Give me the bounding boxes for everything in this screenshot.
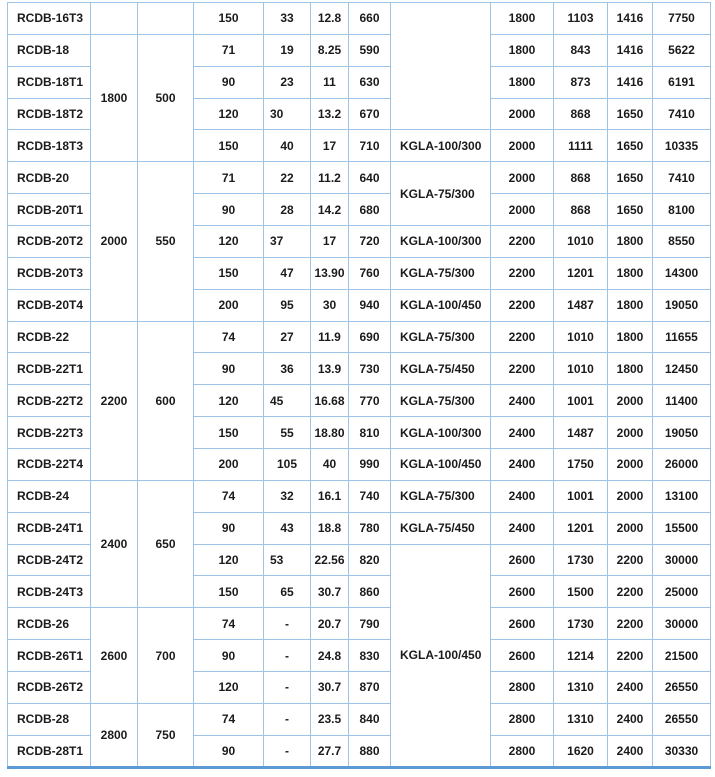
value-cell: 74 (194, 321, 264, 353)
value-cell: 37 (264, 226, 311, 258)
model-cell: RCDB-26T2 (8, 672, 91, 704)
value-cell: 1800 (608, 257, 653, 289)
value-cell: 40 (264, 130, 311, 162)
value-cell: 7410 (653, 162, 711, 194)
value-cell: 670 (349, 98, 391, 130)
value-cell: 1800 (91, 34, 138, 161)
value-cell: 940 (349, 289, 391, 321)
value-cell: 1730 (554, 544, 608, 576)
hoist-model-cell: KGLA-100/450 (391, 289, 491, 321)
value-cell: 2800 (491, 735, 554, 767)
value-cell: 770 (349, 385, 391, 417)
value-cell: 19050 (653, 417, 711, 449)
value-cell: 2000 (608, 480, 653, 512)
value-cell: 810 (349, 417, 391, 449)
value-cell: 720 (349, 226, 391, 258)
value-cell: 2200 (608, 640, 653, 672)
value-cell: 2200 (491, 226, 554, 258)
hoist-model-cell: KGLA-75/450 (391, 353, 491, 385)
hoist-model-cell (391, 3, 491, 130)
value-cell: 150 (194, 417, 264, 449)
value-cell: 2400 (608, 672, 653, 704)
value-cell: 880 (349, 735, 391, 767)
value-cell: 2600 (491, 576, 554, 608)
value-cell: 1001 (554, 385, 608, 417)
value-cell: 1620 (554, 735, 608, 767)
value-cell: 2000 (491, 162, 554, 194)
value-cell: 2000 (491, 194, 554, 226)
value-cell: 590 (349, 34, 391, 66)
value-cell: 55 (264, 417, 311, 449)
value-cell: 1800 (608, 321, 653, 353)
value-cell: - (264, 703, 311, 735)
value-cell: 1310 (554, 703, 608, 735)
value-cell: 150 (194, 130, 264, 162)
model-cell: RCDB-22 (8, 321, 91, 353)
value-cell: 120 (194, 385, 264, 417)
value-cell: 2400 (608, 735, 653, 767)
value-cell: 32 (264, 480, 311, 512)
value-cell (138, 3, 194, 35)
value-cell: 2000 (91, 162, 138, 321)
value-cell: 2200 (491, 257, 554, 289)
hoist-model-cell: KGLA-100/450 (391, 449, 491, 481)
value-cell: 74 (194, 608, 264, 640)
value-cell: 2400 (608, 703, 653, 735)
value-cell: 830 (349, 640, 391, 672)
model-cell: RCDB-24T2 (8, 544, 91, 576)
value-cell: 650 (138, 480, 194, 607)
value-cell (91, 3, 138, 35)
value-cell: 95 (264, 289, 311, 321)
table-row (8, 162, 711, 194)
value-cell: 200 (194, 449, 264, 481)
value-cell: 1201 (554, 257, 608, 289)
value-cell: 11.2 (311, 162, 349, 194)
value-cell: 1010 (554, 353, 608, 385)
value-cell: 2000 (608, 385, 653, 417)
value-cell: 873 (554, 66, 608, 98)
value-cell: 2200 (608, 576, 653, 608)
value-cell: 1500 (554, 576, 608, 608)
value-cell: 710 (349, 130, 391, 162)
model-cell: RCDB-20T3 (8, 257, 91, 289)
value-cell: 22.56 (311, 544, 349, 576)
value-cell: 1730 (554, 608, 608, 640)
value-cell: 33 (264, 3, 311, 35)
value-cell: 74 (194, 703, 264, 735)
model-cell: RCDB-18T3 (8, 130, 91, 162)
value-cell: 15500 (653, 512, 711, 544)
value-cell: 2400 (491, 417, 554, 449)
value-cell: 2200 (491, 321, 554, 353)
value-cell: 13.90 (311, 257, 349, 289)
crane-spec-table (7, 2, 711, 769)
value-cell: 6191 (653, 66, 711, 98)
value-cell: - (264, 672, 311, 704)
value-cell: 2400 (91, 480, 138, 607)
hoist-model-cell: KGLA-75/300 (391, 162, 491, 226)
model-cell: RCDB-26 (8, 608, 91, 640)
value-cell: 2000 (491, 130, 554, 162)
value-cell: 14300 (653, 257, 711, 289)
value-cell: 680 (349, 194, 391, 226)
value-cell: 16.1 (311, 480, 349, 512)
value-cell: 23.5 (311, 703, 349, 735)
value-cell: 45 (264, 385, 311, 417)
value-cell: 71 (194, 34, 264, 66)
value-cell: 1800 (491, 3, 554, 35)
value-cell: 1650 (608, 98, 653, 130)
model-cell: RCDB-18T2 (8, 98, 91, 130)
value-cell: 840 (349, 703, 391, 735)
value-cell: 105 (264, 449, 311, 481)
value-cell: 2200 (491, 289, 554, 321)
table-row (8, 703, 711, 735)
value-cell: 19050 (653, 289, 711, 321)
value-cell: 1214 (554, 640, 608, 672)
value-cell: 1650 (608, 130, 653, 162)
value-cell: 1750 (554, 449, 608, 481)
value-cell: 860 (349, 576, 391, 608)
value-cell: 1416 (608, 66, 653, 98)
value-cell: 630 (349, 66, 391, 98)
hoist-model-cell: KGLA-100/300 (391, 226, 491, 258)
value-cell: 25000 (653, 576, 711, 608)
hoist-model-cell: KGLA-100/300 (391, 130, 491, 162)
value-cell: 8550 (653, 226, 711, 258)
value-cell: 74 (194, 480, 264, 512)
value-cell: 90 (194, 735, 264, 767)
value-cell: 8100 (653, 194, 711, 226)
table-row (8, 321, 711, 353)
value-cell: 2000 (608, 512, 653, 544)
table-row (8, 3, 711, 35)
value-cell: 14.2 (311, 194, 349, 226)
model-cell: RCDB-16T3 (8, 3, 91, 35)
value-cell: 2000 (608, 417, 653, 449)
model-cell: RCDB-18T1 (8, 66, 91, 98)
value-cell: 1103 (554, 3, 608, 35)
value-cell: 11655 (653, 321, 711, 353)
value-cell: 1800 (608, 226, 653, 258)
value-cell: 690 (349, 321, 391, 353)
value-cell: 26550 (653, 703, 711, 735)
value-cell: - (264, 640, 311, 672)
value-cell: 13.2 (311, 98, 349, 130)
value-cell: 500 (138, 34, 194, 161)
value-cell: 120 (194, 672, 264, 704)
value-cell: 13.9 (311, 353, 349, 385)
value-cell: 90 (194, 194, 264, 226)
value-cell: 1800 (608, 353, 653, 385)
value-cell: 640 (349, 162, 391, 194)
value-cell: 2600 (491, 640, 554, 672)
table-row (8, 608, 711, 640)
value-cell: 790 (349, 608, 391, 640)
value-cell: 18.80 (311, 417, 349, 449)
hoist-model-cell: KGLA-100/450 (391, 544, 491, 767)
value-cell: 780 (349, 512, 391, 544)
hoist-model-cell: KGLA-100/300 (391, 417, 491, 449)
value-cell: 90 (194, 66, 264, 98)
model-cell: RCDB-22T3 (8, 417, 91, 449)
value-cell: 150 (194, 3, 264, 35)
value-cell: 90 (194, 640, 264, 672)
value-cell: 120 (194, 226, 264, 258)
value-cell: 990 (349, 449, 391, 481)
value-cell: 30330 (653, 735, 711, 767)
value-cell: 2800 (91, 703, 138, 767)
value-cell: 2200 (608, 608, 653, 640)
value-cell: 5622 (653, 34, 711, 66)
model-cell: RCDB-22T4 (8, 449, 91, 481)
value-cell: 1800 (491, 66, 554, 98)
hoist-model-cell: KGLA-75/300 (391, 321, 491, 353)
value-cell: 16.68 (311, 385, 349, 417)
value-cell: 1010 (554, 321, 608, 353)
value-cell: 740 (349, 480, 391, 512)
value-cell: 10335 (653, 130, 711, 162)
value-cell: 21500 (653, 640, 711, 672)
value-cell: 13100 (653, 480, 711, 512)
model-cell: RCDB-20T2 (8, 226, 91, 258)
model-cell: RCDB-20T1 (8, 194, 91, 226)
value-cell: 17 (311, 226, 349, 258)
model-cell: RCDB-20T4 (8, 289, 91, 321)
value-cell: 1010 (554, 226, 608, 258)
table-body (8, 3, 711, 768)
value-cell: 600 (138, 321, 194, 480)
model-cell: RCDB-28 (8, 703, 91, 735)
value-cell: 20.7 (311, 608, 349, 640)
value-cell: 868 (554, 162, 608, 194)
value-cell: 200 (194, 289, 264, 321)
value-cell: 53 (264, 544, 311, 576)
value-cell: 1800 (491, 34, 554, 66)
model-cell: RCDB-24T3 (8, 576, 91, 608)
hoist-model-cell: KGLA-75/300 (391, 480, 491, 512)
value-cell: 71 (194, 162, 264, 194)
value-cell: 26000 (653, 449, 711, 481)
value-cell: 18.8 (311, 512, 349, 544)
value-cell: 30 (264, 98, 311, 130)
hoist-model-cell: KGLA-75/300 (391, 385, 491, 417)
value-cell: 12.8 (311, 3, 349, 35)
value-cell: 90 (194, 512, 264, 544)
value-cell: 7750 (653, 3, 711, 35)
value-cell: 120 (194, 98, 264, 130)
value-cell: 7410 (653, 98, 711, 130)
value-cell: 843 (554, 34, 608, 66)
model-cell: RCDB-22T1 (8, 353, 91, 385)
value-cell: 2400 (491, 512, 554, 544)
value-cell: 1001 (554, 480, 608, 512)
value-cell: 65 (264, 576, 311, 608)
model-cell: RCDB-24 (8, 480, 91, 512)
value-cell: 23 (264, 66, 311, 98)
value-cell: 150 (194, 576, 264, 608)
value-cell: 2800 (491, 672, 554, 704)
hoist-model-cell: KGLA-75/300 (391, 257, 491, 289)
value-cell: 660 (349, 3, 391, 35)
value-cell: - (264, 608, 311, 640)
value-cell: 17 (311, 130, 349, 162)
value-cell: 870 (349, 672, 391, 704)
value-cell: 760 (349, 257, 391, 289)
value-cell: 1487 (554, 289, 608, 321)
value-cell: 19 (264, 34, 311, 66)
value-cell: 26550 (653, 672, 711, 704)
value-cell: 36 (264, 353, 311, 385)
value-cell: 550 (138, 162, 194, 321)
model-cell: RCDB-28T1 (8, 735, 91, 767)
value-cell: 2400 (491, 480, 554, 512)
value-cell: 27 (264, 321, 311, 353)
value-cell: 47 (264, 257, 311, 289)
value-cell: 2400 (491, 449, 554, 481)
value-cell: 868 (554, 98, 608, 130)
value-cell: 43 (264, 512, 311, 544)
model-cell: RCDB-24T1 (8, 512, 91, 544)
value-cell: 11400 (653, 385, 711, 417)
value-cell: 30000 (653, 544, 711, 576)
value-cell: 2200 (491, 353, 554, 385)
value-cell: 2200 (91, 321, 138, 480)
model-cell: RCDB-26T1 (8, 640, 91, 672)
model-cell: RCDB-18 (8, 34, 91, 66)
value-cell: 120 (194, 544, 264, 576)
value-cell: 1416 (608, 34, 653, 66)
value-cell: 8.25 (311, 34, 349, 66)
value-cell: 27.7 (311, 735, 349, 767)
value-cell: 730 (349, 353, 391, 385)
value-cell: 22 (264, 162, 311, 194)
value-cell: 150 (194, 257, 264, 289)
value-cell: 2000 (491, 98, 554, 130)
value-cell: 1800 (608, 289, 653, 321)
value-cell: 30.7 (311, 576, 349, 608)
value-cell: 2800 (491, 703, 554, 735)
value-cell: 2600 (491, 608, 554, 640)
value-cell: 1650 (608, 194, 653, 226)
value-cell: 2000 (608, 449, 653, 481)
value-cell: 28 (264, 194, 311, 226)
model-cell: RCDB-22T2 (8, 385, 91, 417)
table-row (8, 480, 711, 512)
value-cell: 11 (311, 66, 349, 98)
value-cell: 2400 (491, 385, 554, 417)
table-row (8, 34, 711, 66)
value-cell: 30.7 (311, 672, 349, 704)
model-cell: RCDB-20 (8, 162, 91, 194)
value-cell: 40 (311, 449, 349, 481)
value-cell: 2600 (91, 608, 138, 704)
value-cell: 1650 (608, 162, 653, 194)
value-cell: 1201 (554, 512, 608, 544)
value-cell: 868 (554, 194, 608, 226)
value-cell: 24.8 (311, 640, 349, 672)
value-cell: 30 (311, 289, 349, 321)
hoist-model-cell: KGLA-75/450 (391, 512, 491, 544)
value-cell: 90 (194, 353, 264, 385)
value-cell: 11.9 (311, 321, 349, 353)
value-cell: 750 (138, 703, 194, 767)
value-cell: 820 (349, 544, 391, 576)
value-cell: 2200 (608, 544, 653, 576)
value-cell: 1487 (554, 417, 608, 449)
value-cell: 700 (138, 608, 194, 704)
value-cell: 12450 (653, 353, 711, 385)
value-cell: 2600 (491, 544, 554, 576)
value-cell: 1111 (554, 130, 608, 162)
value-cell: 1310 (554, 672, 608, 704)
value-cell: - (264, 735, 311, 767)
value-cell: 30000 (653, 608, 711, 640)
value-cell: 1416 (608, 3, 653, 35)
